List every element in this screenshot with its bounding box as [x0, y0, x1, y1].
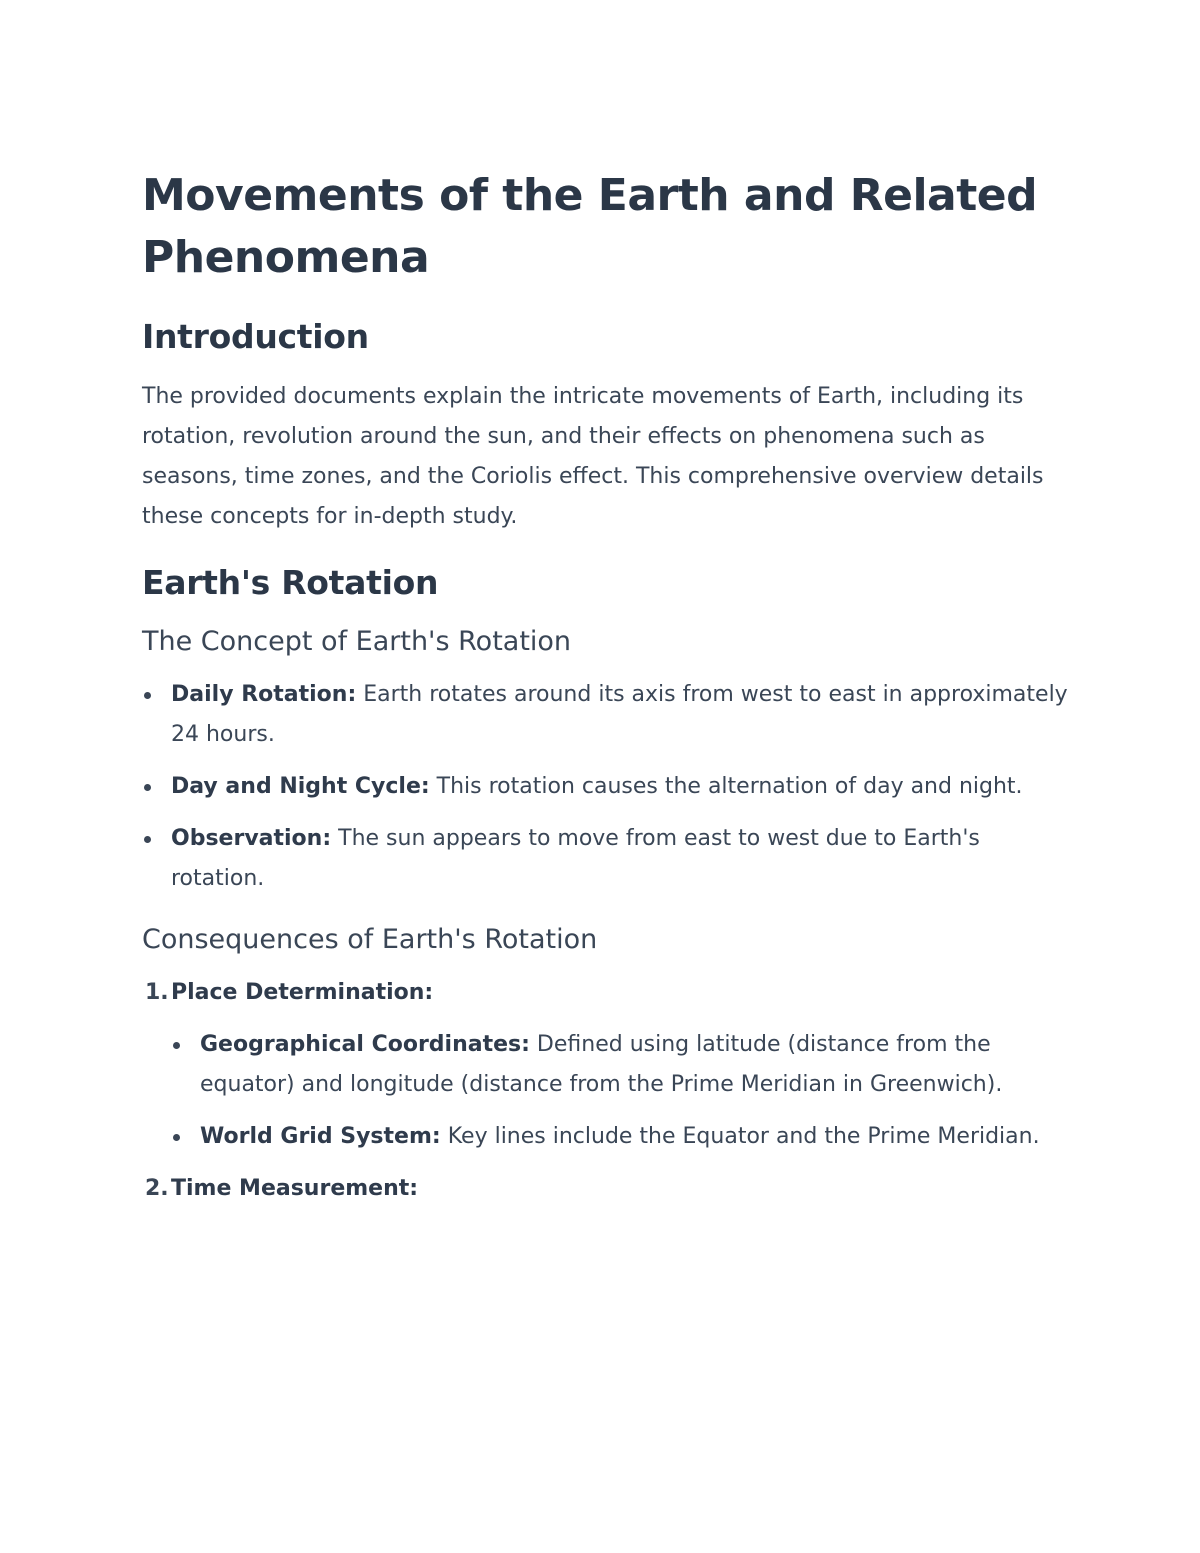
numbered-item [142, 973, 1072, 1157]
introduction-heading: Introduction [142, 317, 369, 356]
item-number: 2. [145, 1176, 169, 1201]
list-item-term: Observation: [171, 826, 332, 851]
consequences-list [142, 973, 1072, 1209]
list-item-text: Defined using latitude (distance from the equator) and longitude (distance from the Prime Meridian in Greenwich). [200, 1032, 1003, 1097]
bullet-icon [173, 1134, 180, 1141]
document-page [142, 165, 1072, 1221]
list-item-term: Daily Rotation: [171, 682, 357, 707]
list-item-term: World Grid System: [200, 1124, 441, 1149]
introduction-section [142, 315, 1072, 537]
list-item [171, 1025, 1072, 1105]
rotation-heading: Earth's Rotation [142, 563, 439, 602]
list-item [142, 767, 1072, 807]
introduction-paragraph: The provided documents explain the intricate movements of Earth, including its rotation, revolution around the sun, and their effects on phenomena such as seasons, time zones, and the Coriolis effect. This comprehensive overview details these concepts for in-depth study. [142, 384, 1044, 529]
list-item-text: Key lines include the Equator and the Prime Meridian. [440, 1124, 1040, 1149]
list-item [142, 819, 1072, 899]
item-number: 1. [145, 980, 169, 1005]
numbered-item [142, 1169, 1072, 1209]
list-item-text: Earth rotates around its axis from west to east in approximately 24 hours. [171, 682, 1068, 747]
numbered-item-label: Place Determination: [171, 980, 434, 1005]
list-item [142, 675, 1072, 755]
bullet-icon [173, 1042, 180, 1049]
bullet-icon [144, 784, 151, 791]
bullet-icon [144, 692, 151, 699]
list-item-term: Day and Night Cycle: [171, 774, 430, 799]
numbered-item-label: Time Measurement: [171, 1176, 419, 1201]
list-item-text: This rotation causes the alternation of day and night. [429, 774, 1023, 799]
bullet-icon [144, 836, 151, 843]
concept-heading: The Concept of Earth's Rotation [142, 626, 572, 657]
sub-list [171, 1025, 1072, 1157]
list-item [171, 1117, 1072, 1157]
consequences-heading: Consequences of Earth's Rotation [142, 924, 598, 955]
list-item-text: The sun appears to move from east to west due to Earth's rotation. [171, 826, 980, 891]
page-title: Movements of the Earth and Related Phenomena [142, 170, 1038, 283]
rotation-section [142, 561, 1072, 1209]
list-item-term: Geographical Coordinates: [200, 1032, 530, 1057]
concept-list [142, 675, 1072, 899]
